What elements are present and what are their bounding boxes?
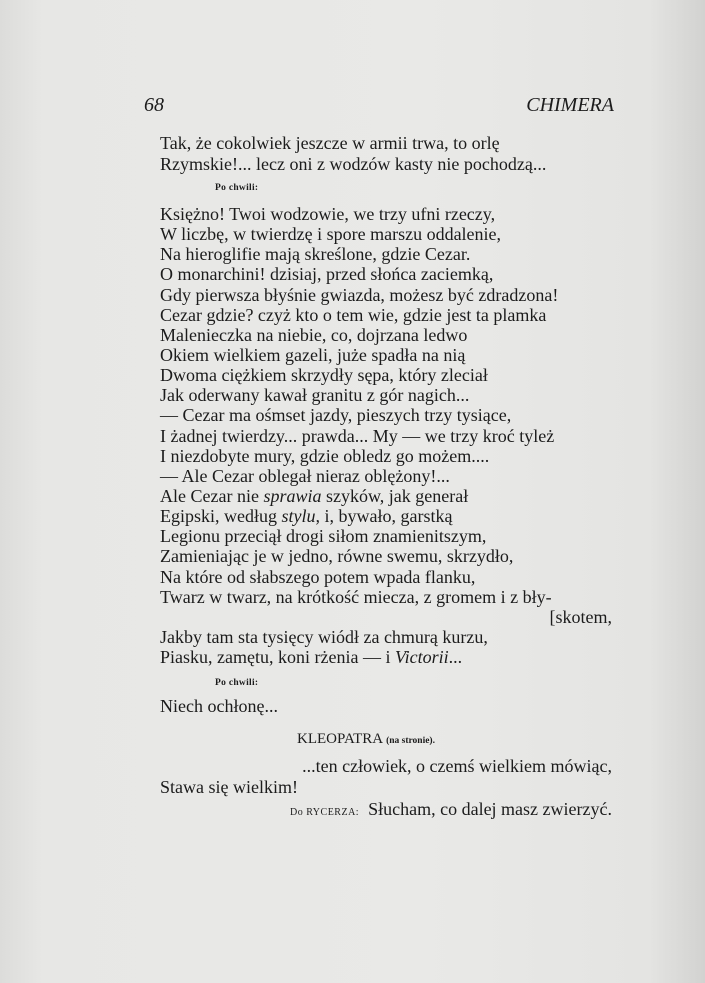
verse-text: — Ale Cezar oblegał nieraz oblężony!... <box>160 465 450 486</box>
verse-line <box>160 466 450 486</box>
verse-line <box>160 204 495 224</box>
stage-direction: Po chwili: <box>215 678 259 688</box>
verse-line <box>160 244 470 264</box>
aside-text: Słucham, co dalej masz zwierzyć. <box>368 799 612 819</box>
verse-text: szyków, jak generał <box>321 485 469 506</box>
verse-line <box>160 526 486 546</box>
verse-text: W liczbę, w twierdzę i spore marszu oddalenie, <box>160 224 502 245</box>
verse-line <box>160 264 493 284</box>
verse-text: Okiem wielkiem gazeli, juże spadła na nią <box>160 344 466 365</box>
speaker-heading <box>297 731 435 748</box>
verse-line: ...ten człowiek, o czemś wielkiem mówiąc, <box>302 756 612 776</box>
verse-line: Stawa się wielkim! <box>160 777 298 797</box>
verse-text: Tak, że cokolwiek jeszcze w armii trwa, to orlę <box>160 133 500 153</box>
italic-text: Victorii <box>394 647 449 668</box>
verse-text: Malenieczka na niebie, co, dojrzana ledwo <box>160 324 468 345</box>
verse-text: [skotem, <box>549 606 612 627</box>
verse-text: I niezdobyte mury, gdzie obledz go możem.... <box>160 445 490 466</box>
verse-text: O monarchini! dzisiaj, przed słońca zaciemką, <box>160 264 494 285</box>
verse-line <box>160 325 467 345</box>
verse-text: Księżno! Twoi wodzowie, we trzy ufni rzeczy, <box>160 204 496 224</box>
verse-text: Cezar gdzie? czyż kto o tem wie, gdzie jest ta plamka <box>160 304 547 325</box>
verse-line <box>160 446 489 466</box>
verse-text: I żadnej twierdzy... prawda... My — we trzy kroć tyleż <box>160 425 555 446</box>
verse-text: i, bywało, garstką <box>320 506 453 527</box>
italic-text: stylu, <box>281 506 320 527</box>
verse-text: Egipski, według <box>160 506 282 527</box>
verse-text: Jakby tam sta tysięcy wiódł za chmurą kurzu, <box>160 626 488 647</box>
verse-line <box>160 365 488 385</box>
verse-text: Piasku, zamętu, koni rżenia — i <box>160 647 395 668</box>
verse-line-aside <box>290 799 612 823</box>
verse-line <box>160 567 475 587</box>
italic-text: sprawia <box>263 485 322 506</box>
verse-text: — Cezar ma ośmset jazdy, pieszych trzy tysiące, <box>160 405 512 426</box>
verse-line <box>160 506 452 526</box>
verse-line <box>160 627 488 647</box>
speaker-direction: (na stronie). <box>386 736 435 746</box>
verse-line <box>160 305 546 325</box>
verse-line <box>160 385 469 405</box>
verse-text: Zamieniając je w jedno, równe swemu, skrzydło, <box>160 546 514 567</box>
verse-text: Legionu przeciął drogi siłom znamienitszym, <box>160 526 487 547</box>
page-number: 68 <box>144 94 164 116</box>
aside-direction: Do RYCERZA: <box>289 807 360 818</box>
speaker-name: KLEOPATRA <box>297 731 383 747</box>
verse-line <box>160 345 465 365</box>
verse-line <box>160 546 513 566</box>
verse-text: Jak oderwany kawał granitu z gór nagich... <box>160 385 470 406</box>
verse-line <box>160 426 554 446</box>
verse-line <box>550 607 613 627</box>
verse-line: Niech ochłonę... <box>160 696 278 716</box>
verse-text: Na które od słabszego potem wpada flanku, <box>160 566 476 587</box>
verse-line <box>160 405 511 425</box>
verse-text: ... <box>448 647 463 668</box>
verse-text: Gdy pierwsza błyśnie gwiazda, możesz być zdradzona! <box>160 284 559 305</box>
verse-line <box>160 133 500 153</box>
verse-text: Ale Cezar nie <box>160 485 264 506</box>
verse-text: Dwoma ciężkiem skrzydły sępa, który zleciał <box>160 365 488 386</box>
verse-line <box>160 486 468 506</box>
verse-line <box>160 285 558 305</box>
verse-line <box>160 587 552 607</box>
verse-text: Rzymskie!... lecz oni z wodzów kasty nie pochodzą... <box>160 153 547 174</box>
running-title: CHIMERA <box>526 94 614 116</box>
stage-direction: Po chwili: <box>215 183 259 193</box>
verse-line <box>160 224 501 244</box>
verse-line <box>160 154 546 174</box>
verse-text: Twarz w twarz, na krótkość miecza, z gromem i z bły- <box>160 586 552 607</box>
verse-line <box>160 647 462 667</box>
verse-text: Na hieroglifie mają skreślone, gdzie Cezar. <box>160 244 471 265</box>
